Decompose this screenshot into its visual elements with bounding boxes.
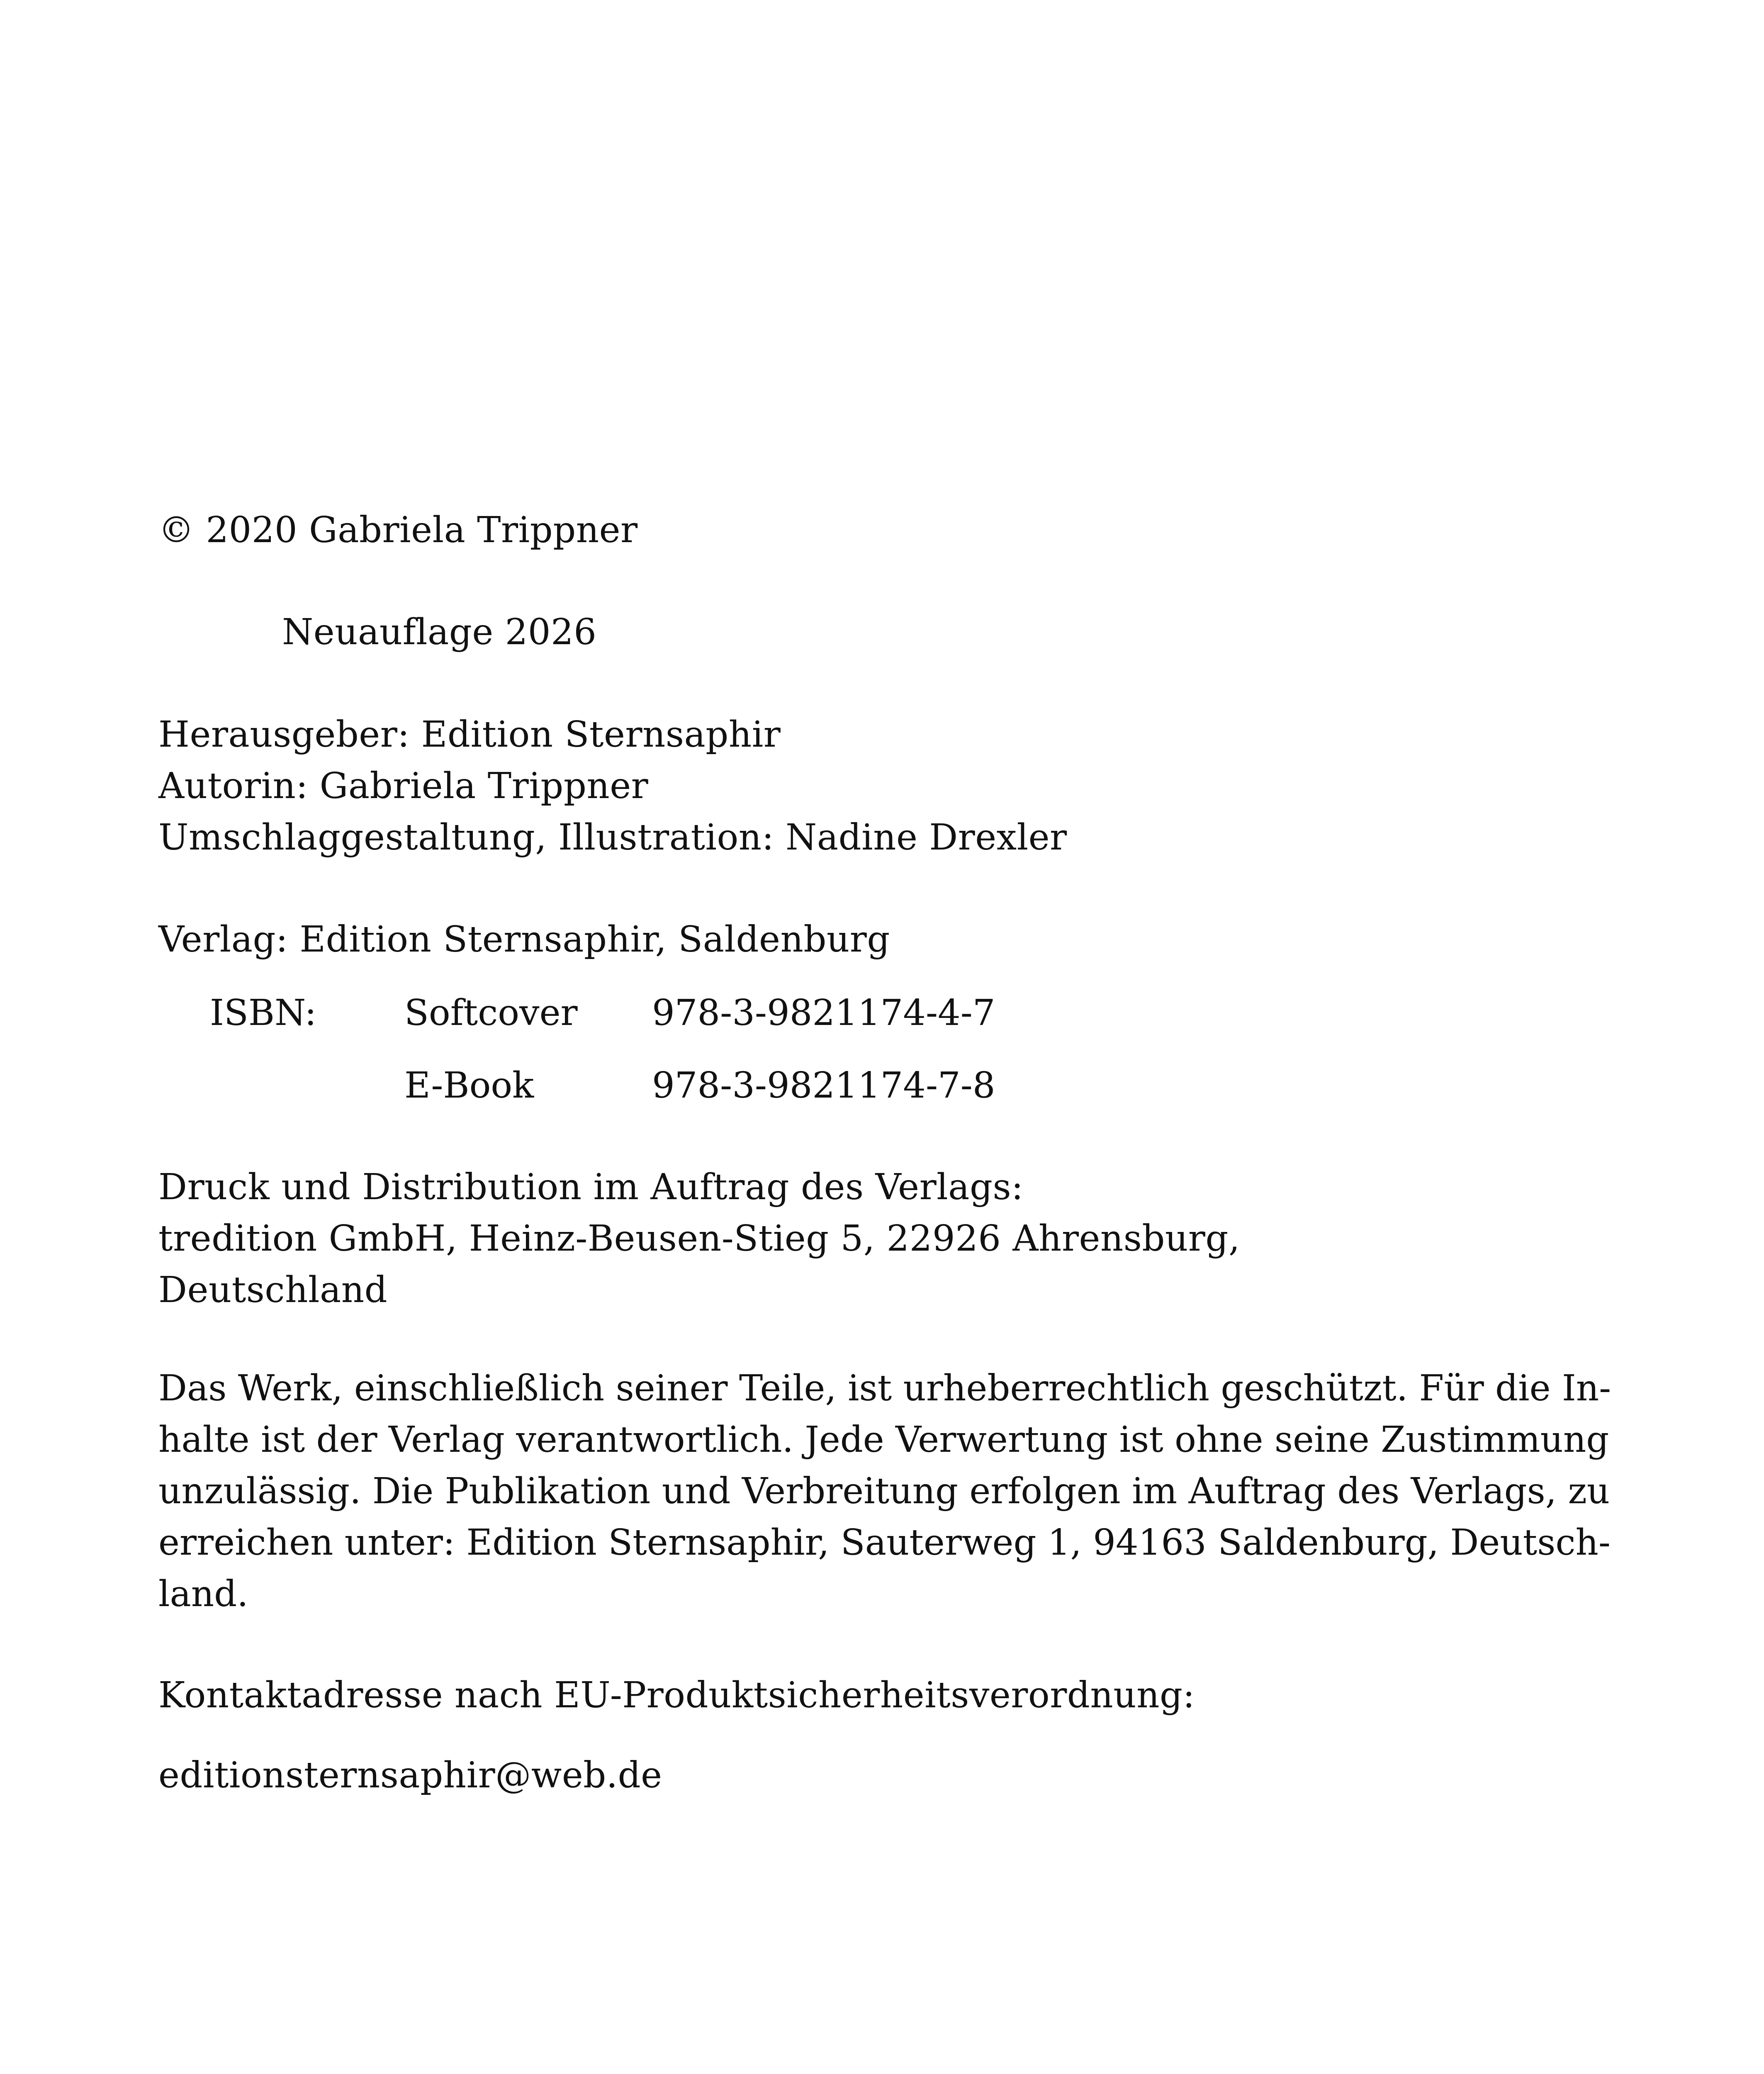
cover-credit-line: Umschlaggestaltung, Illustration: Nadine Drexler (158, 817, 1067, 858)
contact-email: editionsternsaphir@web.de (158, 1755, 662, 1796)
print-line-3: Deutschland (158, 1269, 388, 1311)
isbn-format-softcover: Softcover (404, 992, 578, 1034)
isbn-number-ebook: 978-3-9821174-7-8 (652, 1065, 995, 1106)
legal-line: land. (158, 1573, 248, 1615)
verlag-line: Verlag: Edition Sternsaphir, Saldenburg (158, 919, 890, 960)
print-line-2: tredition GmbH, Heinz-Beusen-Stieg 5, 22926 Ahrensburg, (158, 1218, 1240, 1259)
author-line: Autorin: Gabriela Trippner (158, 765, 649, 807)
isbn-format-ebook: E-Book (404, 1065, 534, 1106)
legal-line: unzulässig. Die Publikation und Verbreitung erfolgen im Auftrag des Verlags, zu (158, 1470, 1610, 1512)
legal-line: erreichen unter: Edition Sternsaphir, Sauterweg 1, 94163 Saldenburg, Deutsch- (158, 1522, 1611, 1563)
copyright-line: © 2020 Gabriela Trippner (158, 509, 638, 551)
contact-label: Kontaktadresse nach EU-Produktsicherheitsverordnung: (158, 1675, 1195, 1716)
legal-notice (158, 1363, 1611, 1620)
edition-line: Neuauflage 2026 (282, 611, 597, 653)
isbn-label: ISBN: (210, 992, 317, 1034)
publisher-line: Herausgeber: Edition Sternsaphir (158, 714, 781, 755)
isbn-number-softcover: 978-3-9821174-4-7 (652, 992, 995, 1034)
legal-line: halte ist der Verlag verantwortlich. Jede Verwertung ist ohne seine Zustimmung (158, 1419, 1609, 1461)
print-line-1: Druck und Distribution im Auftrag des Verlags: (158, 1166, 1024, 1208)
legal-line: Das Werk, einschließlich seiner Teile, ist urheberrechtlich geschützt. Für die In- (158, 1368, 1611, 1409)
